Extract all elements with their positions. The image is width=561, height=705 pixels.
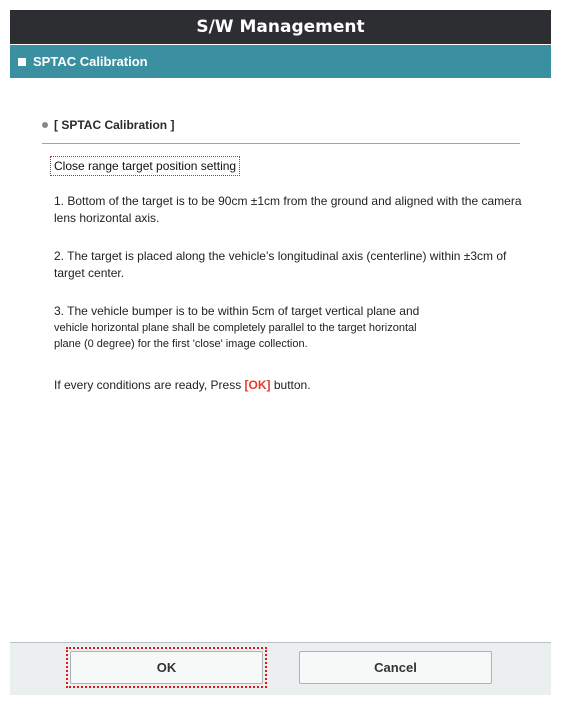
ready-message xyxy=(54,377,534,394)
ok-button[interactable]: OK xyxy=(70,651,263,684)
sw-management-window xyxy=(10,10,551,695)
cancel-button[interactable]: Cancel xyxy=(299,651,492,684)
window-title: S/W Management xyxy=(10,10,551,44)
ready-suffix: button. xyxy=(270,378,311,392)
ready-prefix: If every conditions are ready, Press xyxy=(54,378,245,392)
instruction-3-line-1: 3. The vehicle bumper is to be within 5cm of target vertical plane and xyxy=(54,304,420,318)
ready-ok-keyword: [OK] xyxy=(244,378,271,392)
section-divider xyxy=(42,143,520,144)
button-bar xyxy=(10,642,551,695)
instruction-3-line-3: plane (0 degree) for the first 'close' image collection. xyxy=(54,338,308,350)
instruction-1: 1. Bottom of the target is to be 90cm ±1cm from the ground and aligned with the camera lens horizontal axis. xyxy=(54,194,522,225)
instruction-2: 2. The target is placed along the vehicle’s longitudinal axis (centerline) within ±3cm of target center. xyxy=(54,249,507,280)
content-area xyxy=(10,78,551,643)
instruction-3-line-2: vehicle horizontal plane shall be completely parallel to the target horizontal xyxy=(54,322,417,334)
section-heading xyxy=(42,118,174,132)
square-bullet-icon xyxy=(18,58,26,66)
section-heading-text: [ SPTAC Calibration ] xyxy=(54,118,175,132)
instruction-3 xyxy=(54,303,534,352)
section-bar xyxy=(10,45,551,78)
section-bar-label: SPTAC Calibration xyxy=(33,54,148,69)
bullet-dot-icon xyxy=(42,122,48,128)
step-title: Close range target position setting xyxy=(50,156,240,176)
